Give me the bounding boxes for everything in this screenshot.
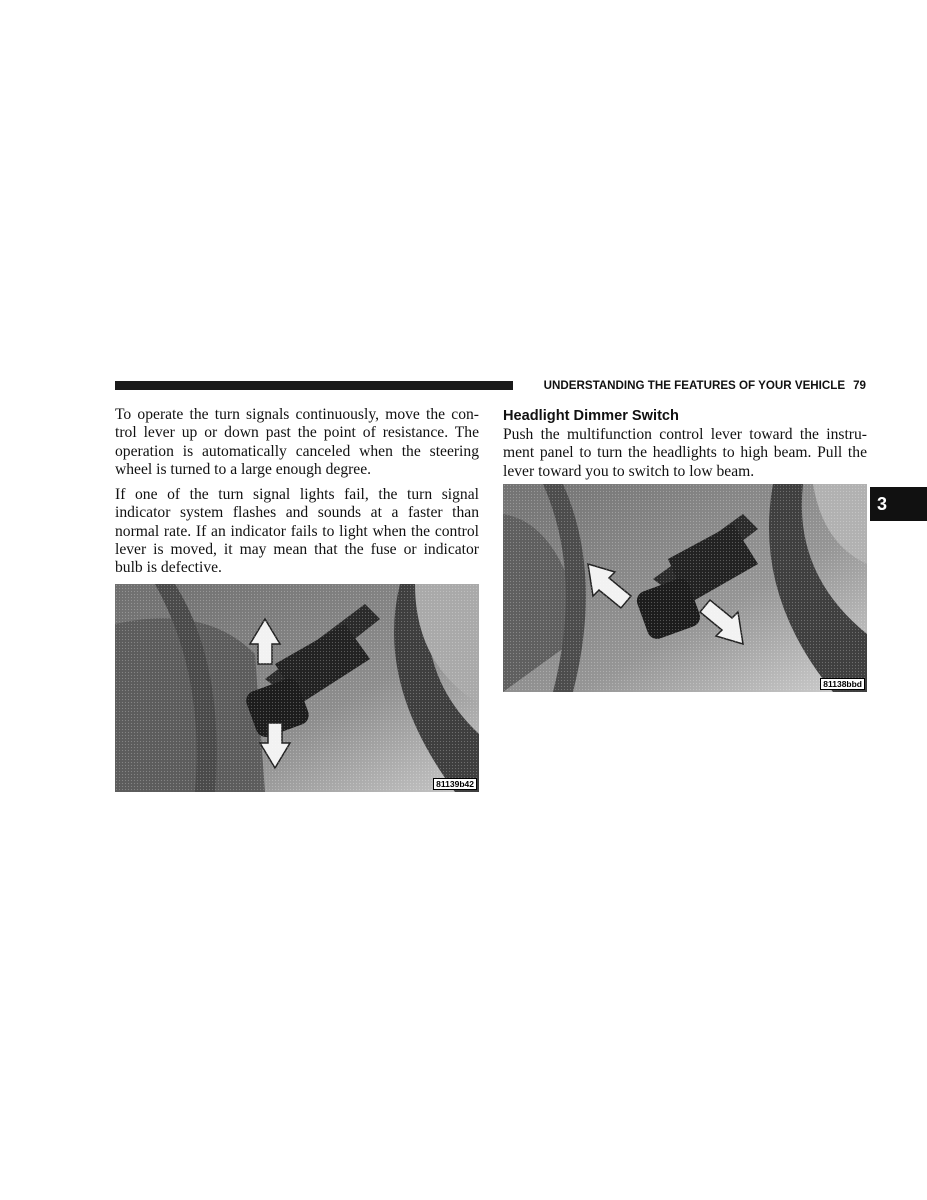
page-number: 79 <box>853 379 866 392</box>
right-column <box>503 406 867 481</box>
running-header <box>524 379 866 393</box>
section-title: UNDERSTANDING THE FEATURES OF YOUR VEHICLE <box>543 379 846 392</box>
chapter-tab: 3 <box>870 487 927 521</box>
paragraph: To operate the turn signals continuously, move the con-trol lever up or down past the point of resistance. The operation is automatically canceled when the steering wheel is turned to a large enough degree. <box>115 406 479 478</box>
left-column <box>115 406 479 578</box>
headlight-dimmer-graphic <box>503 484 867 692</box>
turn-signal-lever-graphic <box>115 584 479 792</box>
turn-signal-lever-illustration <box>115 584 479 792</box>
headlight-dimmer-illustration <box>503 484 867 692</box>
paragraph: Push the multifunction control lever toward the instru-ment panel to turn the headlights to high beam. Pull the lever toward you to switch to low beam. <box>503 426 867 480</box>
header-rule <box>115 381 513 390</box>
paragraph: If one of the turn signal lights fail, the turn signal indicator system flashes and sounds at a faster than normal rate. If an indicator fails to light when the control lever is moved, it may mean that the fuse or indicator bulb is defective. <box>115 486 479 577</box>
figure-id: 81139b42 <box>433 778 477 790</box>
figure-id: 81138bbd <box>820 678 865 690</box>
section-heading: Headlight Dimmer Switch <box>503 408 679 424</box>
